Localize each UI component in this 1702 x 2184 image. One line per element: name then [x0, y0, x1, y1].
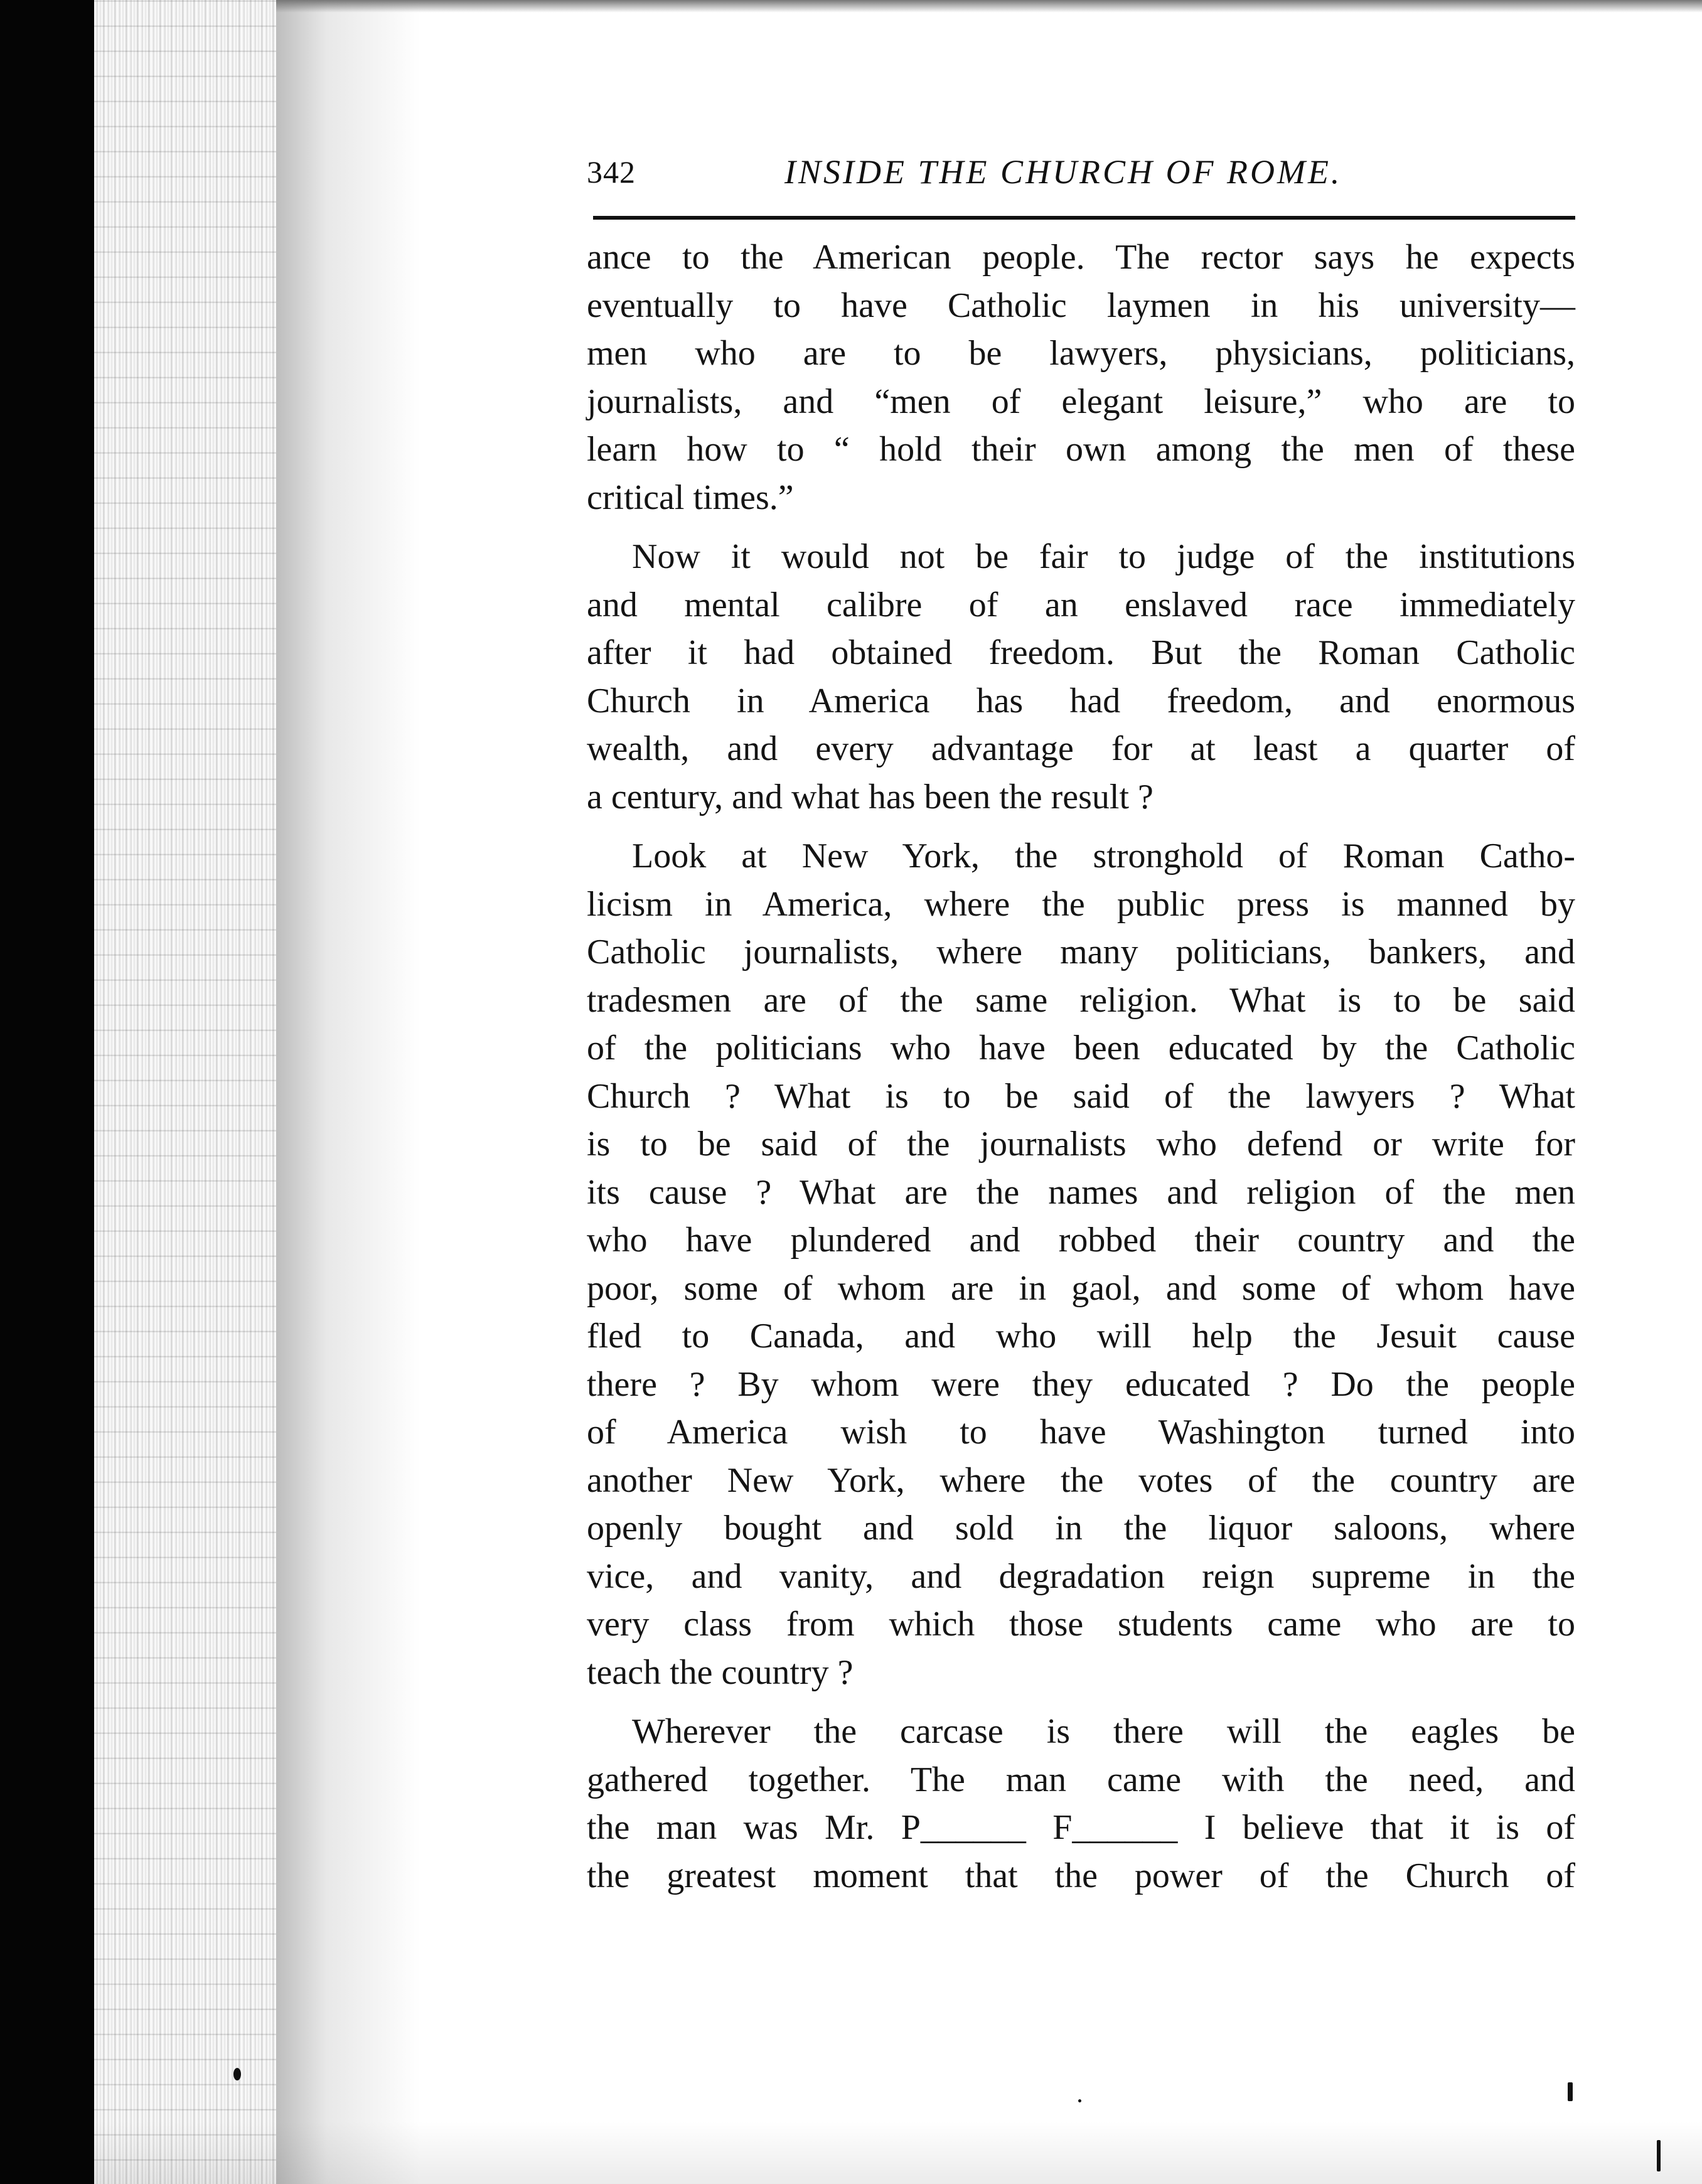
text-line: very class from which those students came who are to: [587, 1605, 1575, 1644]
paragraph-gap: [587, 522, 1575, 533]
paragraph: [587, 1708, 1575, 1900]
text-line: Church in America has had freedom, and enormous: [587, 681, 1575, 720]
text-line: after it had obtained freedom. But the Roman Catholic: [587, 633, 1575, 672]
book-page-edges: [94, 0, 282, 2184]
text-line: openly bought and sold in the liquor saloons, where: [587, 1509, 1575, 1548]
text-line: there ? By whom were they educated ? Do the people: [587, 1364, 1575, 1404]
text-line: poor, some of whom are in gaol, and some of whom have: [587, 1268, 1575, 1308]
text-line: fled to Canada, and who will help the Jesuit cause: [587, 1317, 1575, 1356]
running-head-title: INSIDE THE CHURCH OF ROME.: [784, 153, 1342, 191]
text-line: of America wish to have Washington turned into: [587, 1413, 1575, 1452]
text-line: tradesmen are of the same religion. What is to be said: [587, 980, 1575, 1020]
text-line: Church ? What is to be said of the lawyers ? What: [587, 1076, 1575, 1116]
paragraph-gap: [587, 1696, 1575, 1708]
scan-border: [0, 0, 94, 2184]
paragraph: [587, 533, 1575, 821]
text-line: learn how to “ hold their own among the men of these: [587, 430, 1575, 469]
page-number: 342: [587, 154, 636, 190]
text-line: Catholic journalists, where many politicians, bankers, and: [587, 933, 1575, 972]
text-line: teach the country ?: [587, 1652, 854, 1692]
text-line: licism in America, where the public press is manned by: [587, 884, 1575, 924]
paragraph: [587, 233, 1575, 522]
text-line: men who are to be lawyers, physicians, politicians,: [587, 334, 1575, 373]
text-line: Look at New York, the stronghold of Roman Catho-: [632, 837, 1575, 875]
gutter-shadow: [276, 0, 420, 2184]
text-line: journalists, and “men of elegant leisure,” who are to: [587, 382, 1575, 421]
body-text: [587, 233, 1575, 1900]
scan-bottom-shade: [0, 2121, 1702, 2184]
paragraph: [587, 832, 1575, 1696]
text-line: the greatest moment that the power of the Church of: [587, 1856, 1575, 1895]
scan-speck: [1078, 2099, 1081, 2102]
text-line: is to be said of the journalists who defend or write for: [587, 1125, 1575, 1164]
text-line: wealth, and every advantage for at least a quarter of: [587, 729, 1575, 768]
scan-speck: [233, 2068, 241, 2080]
text-line: of the politicians who have been educated by the Catholic: [587, 1029, 1575, 1068]
text-line: ance to the American people. The rector says he expects: [587, 238, 1575, 277]
text-line: critical times.”: [587, 478, 794, 517]
scan-speck: [1657, 2140, 1661, 2171]
paragraph-gap: [587, 821, 1575, 832]
text-line: another New York, where the votes of the country are: [587, 1460, 1575, 1500]
text-line: Wherever the carcase is there will the eagles be: [632, 1712, 1575, 1751]
text-line: vice, and vanity, and degradation reign supreme in the: [587, 1556, 1575, 1596]
text-line: Now it would not be fair to judge of the institutions: [632, 537, 1575, 576]
text-line: a century, and what has been the result ?: [587, 777, 1153, 816]
text-line: and mental calibre of an enslaved race immediately: [587, 585, 1575, 624]
text-line: the man was Mr. P______ F______ I believe that it is of: [587, 1808, 1575, 1847]
running-head: [587, 141, 1403, 198]
text-line: eventually to have Catholic laymen in his university—: [587, 286, 1575, 325]
text-line: its cause ? What are the names and religion of the men: [587, 1172, 1575, 1212]
scan-speck: [1568, 2082, 1573, 2101]
header-rule: [593, 216, 1575, 220]
text-line: who have plundered and robbed their country and the: [587, 1221, 1575, 1260]
page-top-shadow: [276, 0, 1702, 13]
text-line: gathered together. The man came with the need, and: [587, 1760, 1575, 1799]
